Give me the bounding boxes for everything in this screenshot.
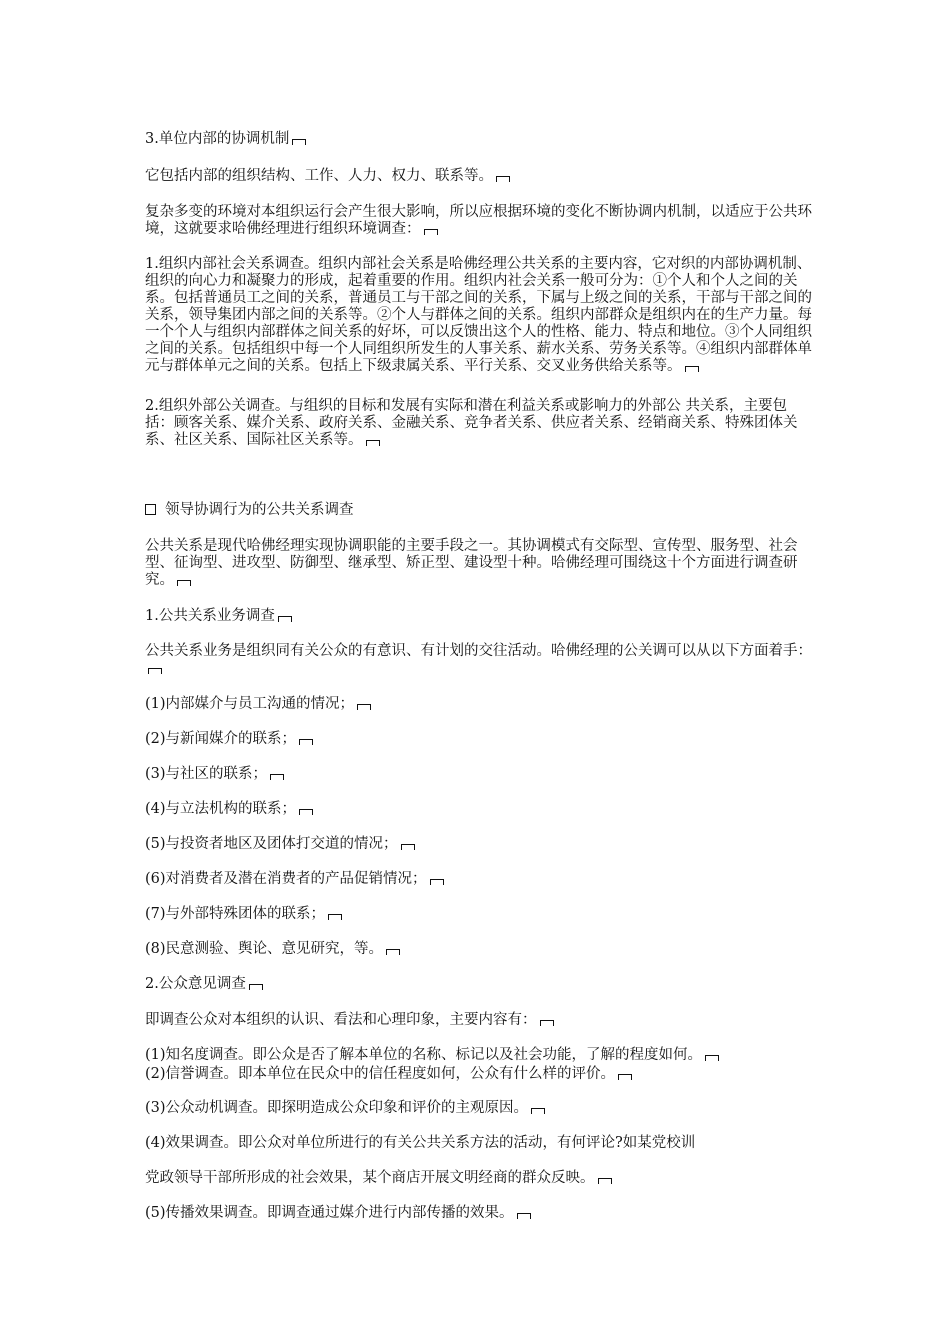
heading-public-opinion-survey: 2.公众意见调查 <box>145 976 813 993</box>
list-item: (1)知名度调查。即公众是否了解本单位的名称、标记以及社会功能，了解的程度如何。 <box>145 1047 813 1064</box>
list-item: (6)对消费者及潜在消费者的产品促销情况； <box>145 871 813 888</box>
return-mark-icon <box>685 366 699 372</box>
paragraph-external-relations: 2.组织外部公关调查。与组织的目标和发展有实际和潜在利益关系或影响力的外部公 共关系，主要包括：顾客关系、媒介关系、政府关系、金融关系、竞争者关系、供应者关系、经销商关系、特殊团体关系、社区关系、国际社区关系等。 <box>145 398 798 448</box>
list-item: (4)效果调查。即公众对单位所进行的有关公共关系方法的活动，有何评论?如某党校训 <box>145 1135 696 1151</box>
list-item: (3)与社区的联系； <box>145 766 813 783</box>
return-mark-icon <box>531 1108 545 1114</box>
return-mark-icon <box>299 809 313 815</box>
checkbox-square-icon <box>145 504 156 515</box>
list-item: (1)内部媒介与员工沟通的情况； <box>145 696 813 713</box>
return-mark-icon <box>270 774 284 780</box>
return-mark-icon <box>299 739 313 745</box>
return-mark-icon <box>618 1074 632 1080</box>
return-mark-icon <box>517 1213 531 1219</box>
return-mark-icon <box>705 1055 719 1061</box>
list-item: (4)与立法机构的联系； <box>145 801 813 818</box>
return-mark-icon <box>496 176 510 182</box>
return-mark-icon <box>598 1178 612 1184</box>
return-mark-icon <box>366 440 380 446</box>
return-mark-icon <box>357 704 371 710</box>
list-item: (5)传播效果调查。即调查通过媒介进行内部传播的效果。 <box>145 1205 813 1222</box>
list-item: (5)与投资者地区及团体打交道的情况； <box>145 836 813 853</box>
list-item: (7)与外部特殊团体的联系； <box>145 906 813 923</box>
return-mark-icon <box>278 616 292 622</box>
paragraph: 它包括内部的组织结构、工作、人力、权力、联系等。 <box>145 168 813 185</box>
list-item: (2)与新闻媒介的联系； <box>145 731 813 748</box>
return-mark-icon <box>386 949 400 955</box>
paragraph: 复杂多变的环境对本组织运行会产生很大影响，所以应根据环境的变化不断协调内机制，以适应于公共环境，这就要求哈佛经理进行组织环境调查： <box>145 204 812 237</box>
return-mark-icon <box>292 139 306 145</box>
return-mark-icon <box>328 914 342 920</box>
list-item: (2)信誉调查。即本单位在民众中的信任程度如何，公众有什么样的评价。 <box>145 1066 813 1083</box>
return-mark-icon <box>401 844 415 850</box>
return-mark-icon <box>177 580 191 586</box>
paragraph: 即调查公众对本组织的认识、看法和心理印象，主要内容有： <box>145 1012 813 1029</box>
return-mark-icon <box>148 668 162 674</box>
list-item-continuation: 党政领导干部所形成的社会效果，某个商店开展文明经商的群众反映。 <box>145 1170 813 1187</box>
return-mark-icon <box>249 984 263 990</box>
list-item: (8)民意测验、舆论、意见研究，等。 <box>145 941 813 958</box>
paragraph-intro: 公共关系是现代哈佛经理实现协调职能的主要手段之一。其协调模式有交际型、宣传型、服务型、社会型、征询型、进攻型、防御型、继承型、矫正型、建设型十种。哈佛经理可围绕这十个方面进行调查研究。 <box>145 538 798 588</box>
paragraph-internal-relations: 1.组织内部社会关系调查。组织内部社会关系是哈佛经理公共关系的主要内容，它对织的内部协调机制、组织的向心力和凝聚力的形成，起着重要的作用。组织内社会关系一般可分为：①个人和个人之间的关系。包括普通员工之间的关系，普通员工与干部之间的关系，下属与上级之间的关系，干部与干部之间的关系，领导集团内部之间的关系等。②个人与群体之间的关系。组织内部群众是组织内在的生产力量。每一个个人与组织内部群体之间关系的好坏，可以反馈出这个人的性格、能力、特点和地位。③个人同组织之间的关系。包括组织中每一个人同组织所发生的人事关系、薪水关系、劳务关系等。④组织内部群体单元与群体单元之间的关系。包括上下级隶属关系、平行关系、交叉业务供给关系等。 <box>145 256 812 374</box>
return-mark-icon <box>540 1020 554 1026</box>
heading-coordination-mechanism: 3.单位内部的协调机制 <box>145 131 813 148</box>
section-title: 领导协调行为的公共关系调查 <box>145 502 813 519</box>
list-item: (3)公众动机调查。即探明造成公众印象和评价的主观原因。 <box>145 1100 813 1117</box>
heading-pr-business-survey: 1.公共关系业务调查 <box>145 608 813 625</box>
return-mark-icon <box>424 229 438 235</box>
paragraph: 公共关系业务是组织同有关公众的有意识、有计划的交往活动。哈佛经理的公关调可以从以下方面着手： <box>145 643 813 677</box>
return-mark-icon <box>430 879 444 885</box>
